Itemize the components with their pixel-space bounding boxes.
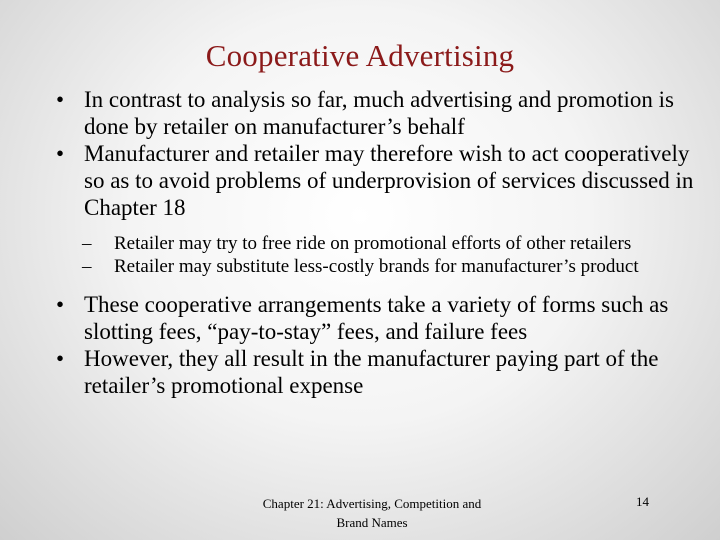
bullet-text: However, they all result in the manufacturer paying part of the retailer’s promotional expense xyxy=(84,346,659,398)
bullet-marker: • xyxy=(56,346,65,371)
bullet-item xyxy=(56,86,696,140)
sub-bullet-marker: – xyxy=(82,256,92,277)
bullet-item xyxy=(56,345,696,399)
bullet-marker: • xyxy=(56,292,65,317)
bullet-text: In contrast to analysis so far, much advertising and promotion is done by retailer on manufacturer’s behalf xyxy=(84,87,674,139)
sub-bullet-item xyxy=(82,233,696,254)
bullet-list xyxy=(56,86,696,399)
sub-bullet-text: Retailer may substitute less-costly brands for manufacturer’s product xyxy=(114,256,639,277)
page-number: 14 xyxy=(636,494,649,509)
bullet-marker: • xyxy=(56,141,65,166)
bullet-text: These cooperative arrangements take a variety of forms such as slotting fees, “pay-to-stay” fees, and failure fees xyxy=(84,292,669,344)
sub-bullet-text: Retailer may try to free ride on promotional efforts of other retailers xyxy=(114,233,632,254)
bullet-item xyxy=(56,140,696,221)
slide-footer: Chapter 21: Advertising, Competition and Brand Names xyxy=(262,496,482,530)
bullet-marker: • xyxy=(56,87,65,112)
sub-bullet-marker: – xyxy=(82,233,92,254)
sub-bullet-list xyxy=(82,233,696,277)
sub-bullet-item xyxy=(82,256,696,277)
bullet-item xyxy=(56,291,696,345)
slide-title: Cooperative Advertising xyxy=(205,38,515,73)
bullet-text: Manufacturer and retailer may therefore wish to act cooperatively so as to avoid problems of underprovision of services discussed in Chapter 18 xyxy=(84,141,694,220)
